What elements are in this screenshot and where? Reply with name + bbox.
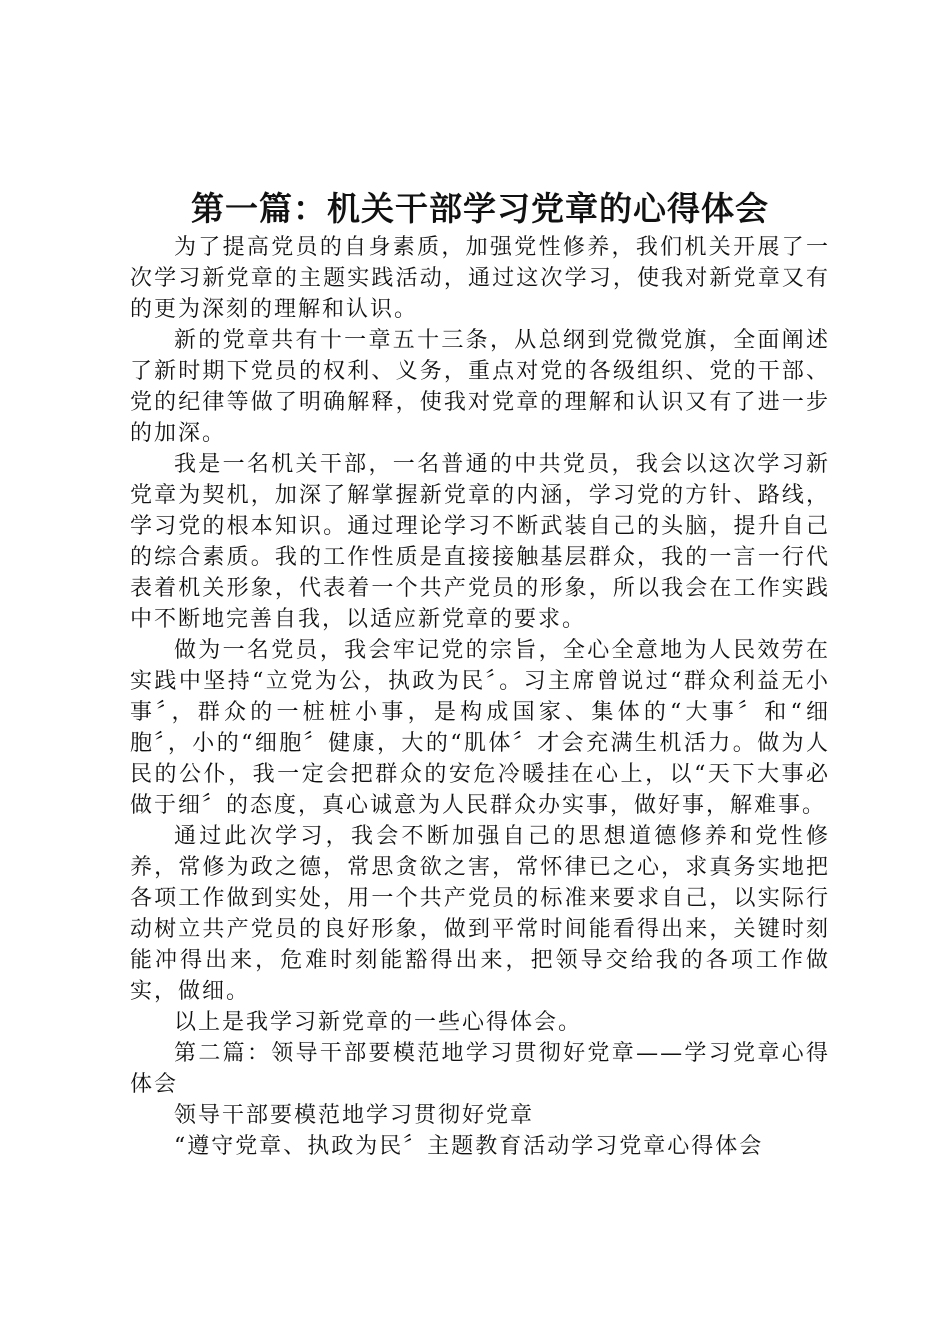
paragraph-serve-the-people: 做为一名党员，我会牢记党的宗旨，全心全意地为人民效劳在实践中坚持“立党为公，执政为民〞。习主席曾说过“群众利益无小事〞，群众的一桩桩小事，是构成国家、集体的“大事〞和“细胞〞，小的“细胞〞健康，大的“肌体〞才会充满生机活力。做为人民的公仆，我一定会把群众的安危冷暖挂在心上，以“天下大事必做于细〞的态度，真心诚意为人民群众办实事，做好事，解难事。: [130, 638, 830, 818]
section-two-heading: 第二篇：领导干部要模范地学习贯彻好党章——学习党章心得体会: [130, 1041, 830, 1097]
paragraph-self-improvement: 通过此次学习，我会不断加强自己的思想道德修养和党性修养，常修为政之德，常思贪欲之害，常怀律已之心，求真务实地把各项工作做到实处，用一个共产党员的标准来要求自己，以实际行动树立共产党员的良好形象，做到平常时间能看得出来，关键时刻能冲得出来，危难时刻能豁得出来，把领导交给我的各项工作做实，做细。: [130, 824, 830, 1004]
section-two-subtitle: 领导干部要模范地学习贯彻好党章: [174, 1103, 535, 1128]
paragraph-personal-commitment: 我是一名机关干部，一名普通的中共党员，我会以这次学习新党章为契机，加深了解掌握新党章的内涵，学习党的方针、路线，学习党的根本知识。通过理论学习不断武装自己的头脑，提升自己的综合素质。我的工作性质是直接接触基层群众，我的一言一行代表着机关形象，代表着一个共产党员的形象，所以我会在工作实践中不断地完善自我，以适应新党章的要求。: [130, 452, 830, 632]
paragraph-conclusion: 以上是我学习新党章的一些心得体会。: [174, 1010, 583, 1035]
paragraph-party-constitution-overview: 新的党章共有十一章五十三条，从总纲到党微党旗，全面阐述了新时期下党员的权利、义务，重点对党的各级组织、党的干部、党的纪律等做了明确解释，使我对党章的理解和认识又有了进一步的加深。: [130, 328, 830, 446]
document-title: 第一篇：机关干部学习党章的心得体会: [191, 189, 769, 228]
paragraph-intro: 为了提高党员的自身素质，加强党性修养，我们机关开展了一次学习新党章的主题实践活动，通过这次学习，使我对新党章又有的更为深刻的理解和认识。: [130, 235, 830, 322]
document-page: [130, 186, 830, 1162]
section-two-subheading: “遵守党章、执政为民〞主题教育活动学习党章心得体会: [174, 1134, 764, 1159]
